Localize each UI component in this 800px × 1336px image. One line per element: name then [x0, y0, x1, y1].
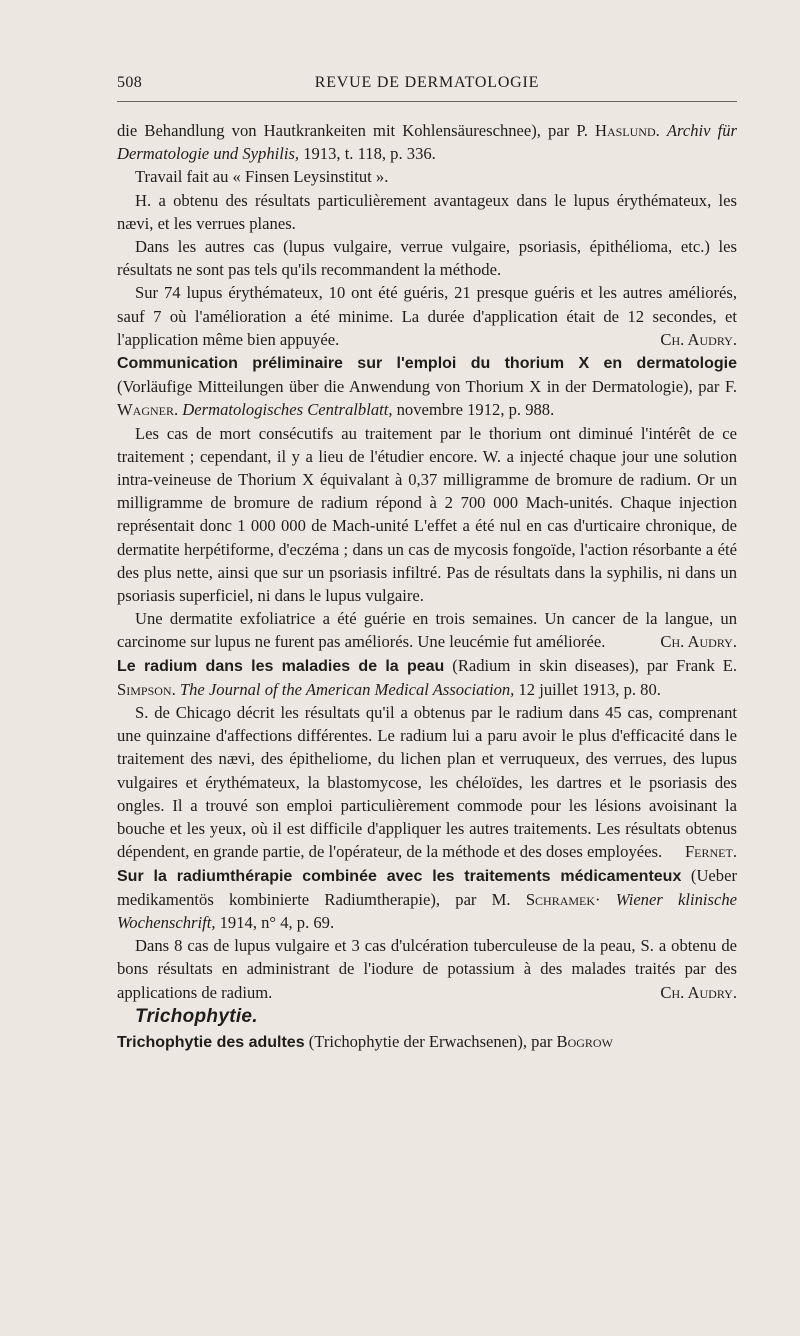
reviewer-signature: Ch. Audry. — [660, 632, 737, 652]
reviewer-signature: Ch. Audry. — [660, 329, 737, 349]
section-title: Trichophytie. — [135, 1005, 258, 1027]
running-title: REVUE DE DERMATOLOGIE — [314, 74, 540, 91]
journal-name: Dermatologisches Centralblatt, — [178, 400, 393, 420]
running-header — [117, 74, 737, 98]
abstract-paragraph: H. a obtenu des résultats particulièrement avantageux dans le lupus érythémateux, les nævi, et les verrues planes. — [117, 190, 737, 233]
abstract-heading: Sur la radiumthérapie combinée avec les traitements médicamenteux (Ueber medikamentös kombinierte Radiumtherapie), par M. Schramek· Wiener klinische Wochenschrift, 1914, n° 4, p. 69. — [117, 865, 737, 932]
abstract-paragraph: Sur 74 lupus érythémateux, 10 ont été guéris, 21 presque guéris et les autres améliorés, sauf 7 où l'amélioration a été minime. La durée d'application était de 12 secondes, et l'application même bien appuyée. Ch. Audry. — [117, 281, 737, 351]
abstract-title: Le radium dans les maladies de la peau — [117, 657, 445, 675]
journal-name: Archiv für Dermatologie und Syphilis, — [117, 121, 737, 164]
abstract-title: Trichophytie des adultes — [117, 1033, 305, 1051]
reviewer-signature: Fernet. — [684, 842, 737, 862]
abstract-heading: Communication préliminaire sur l'emploi du thorium X en dermatologie (Vorläufige Mitteilungen über die Anwendung von Thorium X in der Dermatologie), par F. Wagner. Dermatologisches Centralblatt, novembre 1912, p. 988. — [117, 355, 737, 420]
header-rule — [117, 101, 737, 102]
author-name: Wagner. — [117, 400, 179, 420]
author-name: Simpson. — [117, 679, 176, 699]
abstract-paragraph: Dans 8 cas de lupus vulgaire et 3 cas d'ulcération tuberculeuse de la peau, S. a obtenu de bons résultats en administrant de l'iodure de potassium à des malades traités par des applications de radium. Ch. Audry. — [117, 934, 737, 1004]
page-number: 508 — [117, 74, 143, 91]
author-name: Haslund. — [594, 121, 660, 140]
abstract-heading: Trichophytie des adultes (Trichophytie der Erwachsenen), par Bogrow — [117, 1031, 613, 1051]
journal-name: Wiener klinische Wochenschrift, — [117, 889, 737, 932]
author-name: Schramek· — [525, 889, 601, 909]
reviewer-signature: Ch. Audry. — [660, 982, 737, 1002]
author-name: Bogrow — [556, 1031, 613, 1051]
abstract-title: Communication préliminaire sur l'emploi du thorium X en dermatologie — [117, 355, 737, 373]
abstract-paragraph: S. de Chicago décrit les résultats qu'il a obtenus par le radium dans 45 cas, comprenant une quinzaine d'affections différentes. Le radium lui a paru avoir le plus d'efficacité dans le traitement des nævi, des épitheliome, du lichen plan et verruqueux, des verrues, des lupus vulgaires et érythémateux, la blastomycose, les chéloïdes, les dartres et le psoriasis des ongles. Il a trouvé son emploi particulièrement commode pour les lésions avoisinant la bouche et les yeux, où il est difficile d'appliquer les autres traitements. Les résultats obtenus dépendent, en grande partie, de l'opérateur, de la méthode et des doses employées. Fernet. — [117, 701, 737, 863]
journal-name: The Journal of the American Medical Association, — [175, 679, 515, 699]
abstract-paragraph: Les cas de mort consécutifs au traitement par le thorium ont diminué l'intérêt de ce traitement ; cependant, il y a lieu de l'étudier encore. W. a injecté chaque jour une solution intra-veineuse de Thorium X équivalant à 0,37 milligramme de bromure de radium. Or un milligramme de bromure de radium répond à 2 700 000 Mach-unités. Chaque injection représentait donc 1 000 000 de Mach-unité L'effet a été nul en cas d'urticaire chronique, de dermatite herpétiforme, d'eczéma ; dans un cas de mycosis fongoïde, l'action résorbante a été des plus nette, ainsi que sur un psoriasis infiltré. Pas de résultats dans la syphilis, ni dans un psoriasis superficiel, ni dans le lupus vulgaire. — [117, 423, 737, 606]
abstract-paragraph: Une dermatite exfoliatrice a été guérie en trois semaines. Un cancer de la langue, un carcinome sur lupus ne furent pas améliorés. Une leucémie fut améliorée. Ch. Audry. — [117, 607, 737, 653]
article-body — [117, 119, 737, 1054]
abstract-heading: Le radium dans les maladies de la peau (Radium in skin diseases), par Frank E. Simpson. The Journal of the American Medical Association, 12 juillet 1913, p. 80. — [117, 655, 737, 699]
abstract-citation-continued: die Behandlung von Hautkrankeiten mit Kohlensäureschnee), par P. Haslund. Archiv für Dermatologie und Syphilis, 1913, t. 118, p. 336. — [117, 121, 737, 164]
abstract-paragraph: Dans les autres cas (lupus vulgaire, verrue vulgaire, psoriasis, épithélioma, etc.) les résultats ne sont pas tels qu'ils recommandent la méthode. — [117, 237, 737, 280]
abstract-title: Sur la radiumthérapie combinée avec les traitements médicamenteux — [117, 867, 682, 885]
abstract-paragraph: Travail fait au « Finsen Leysinstitut ». — [135, 167, 389, 187]
